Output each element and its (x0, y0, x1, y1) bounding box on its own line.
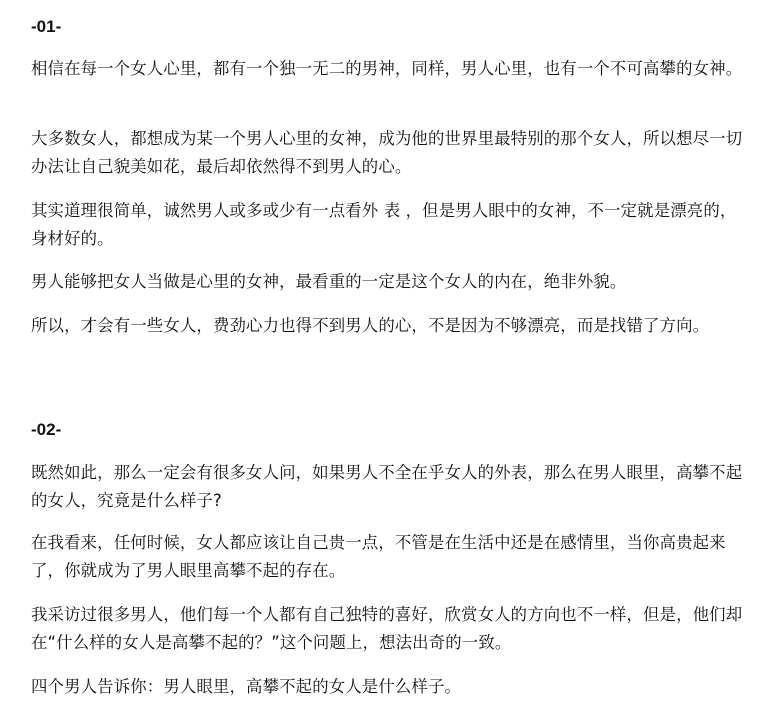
paragraph: 既然如此，那么一定会有很多女人问，如果男人不全在乎女人的外表，那么在男人眼里，高攀不起的女人，究竟是什么样子? (31, 463, 743, 510)
section-heading-02: -02- (31, 420, 62, 439)
paragraph: 其实道理很简单，诚然男人或多或少有一点看外 表 ，但是男人眼中的女神，不一定就是漂亮的，身材好的。 (31, 201, 737, 248)
paragraph: 相信在每一个女人心里，都有一个独一无二的男神，同样，男人心里，也有一个不可高攀的女神。 (31, 59, 743, 78)
paragraph: 四个男人告诉你：男人眼里，高攀不起的女人是什么样子。 (31, 677, 462, 696)
paragraph: 在我看来，任何时候，女人都应该让自己贵一点，不管是在生活中还是在感情里，当你高贵起来了，你就成为了男人眼里高攀不起的存在。 (31, 533, 726, 580)
paragraph: 大多数女人，都想成为某一个男人心里的女神，成为他的世界里最特别的那个女人，所以想尽一切办法让自己貌美如花，最后却依然得不到男人的心。 (31, 129, 743, 176)
paragraph: 我采访过很多男人，他们每一个人都有自己独特的喜好，欣赏女人的方向也不一样，但是，他们却在“什么样的女人是高攀不起的？”这个问题上，想法出奇的一致。 (31, 605, 743, 652)
paragraph: 所以，才会有一些女人，费劲心力也得不到男人的心，不是因为不够漂亮，而是找错了方向。 (31, 316, 710, 335)
paragraph: 男人能够把女人当做是心里的女神，最看重的一定是这个女人的内在，绝非外貌。 (31, 272, 627, 291)
section-heading-01: -01- (31, 17, 62, 36)
